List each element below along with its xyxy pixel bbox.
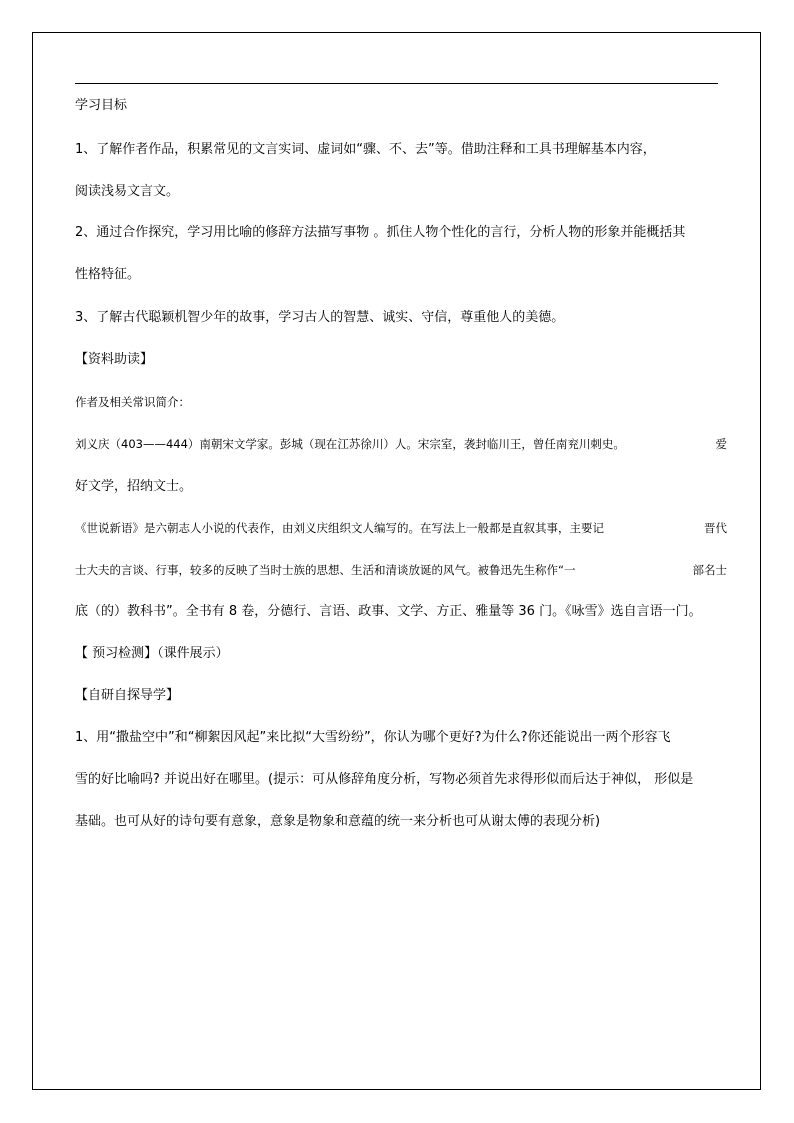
- question-1-line-1: 1、用“撒盐空中”和“柳絮因风起”来比拟“大雪纷纷”，你认为哪个更好?为什么?你还能说出一两个形容飞: [75, 730, 671, 745]
- book-paragraph-line-3: 底（的）教科书”。全书有 8 卷，分德行、言语、政事、文学、方正、雅量等 36 门。《咏雪》选自言语一门。: [75, 604, 702, 619]
- book-line-2-text: 士大夫的言谈、行事，较多的反映了当时士族的思想、生活和清谈放诞的风气。被鲁迅先生称作“一: [75, 563, 576, 577]
- book-paragraph-line-2: [75, 561, 727, 579]
- author-paragraph-line-1: [75, 435, 727, 453]
- book-line-1-end: 晋代: [704, 521, 727, 535]
- goal-3: 3、了解古代聪颖机智少年的故事，学习古人的智慧、诚实、守信，尊重他人的美德。: [75, 310, 565, 325]
- question-1-line-3: 基础。也可从好的诗句要有意象，意象是物象和意蕴的统一来分析也可从谢太傅的表现分析): [75, 814, 601, 829]
- author-paragraph-line-2: 好文学，招纳文士。: [75, 479, 193, 494]
- goal-2-line-2: 性格特征。: [75, 267, 141, 282]
- author-intro-label: 作者及相关常识简介：: [75, 395, 190, 409]
- header-rule: [75, 83, 718, 84]
- book-line-1-text: 《世说新语》是六朝志人小说的代表作，由刘义庆组织文人编写的。在写法上一般都是直叙其事，主要记: [75, 521, 604, 535]
- self-study-heading: 【自研自探导学】: [75, 688, 180, 703]
- goal-1-line-2: 阅读浅易文言文。: [75, 184, 180, 199]
- goal-1-line-1: 1、了解作者作品，积累常见的文言实词、虚词如“骤、不、去”等。借助注释和工具书理解基本内容，: [75, 142, 656, 157]
- author-line-1-text: 刘义庆（403——444）南朝宋文学家。彭城（现在江苏徐川）人。宋宗室，袭封临川王，曾任南兖川刺史。: [75, 437, 625, 451]
- preview-check-heading: 【 预习检测】（课件展示）: [75, 646, 229, 661]
- goal-2-line-1: 2、通过合作探究，学习用比喻的修辞方法描写事物 。抓住人物个性化的言行，分析人物的形象并能概括其: [75, 225, 686, 240]
- question-1-line-2: 雪的好比喻吗? 并说出好在哪里。(提示：可从修辞角度分析，写物必须首先求得形似而后达于神似， 形似是: [75, 772, 694, 787]
- author-line-1-end: 爱: [715, 437, 727, 451]
- learning-goals-heading: 学习目标: [75, 98, 128, 113]
- reading-aid-heading: 【资料助读】: [75, 352, 154, 367]
- book-paragraph-line-1: [75, 519, 727, 537]
- book-line-2-end: 部名士: [692, 563, 727, 577]
